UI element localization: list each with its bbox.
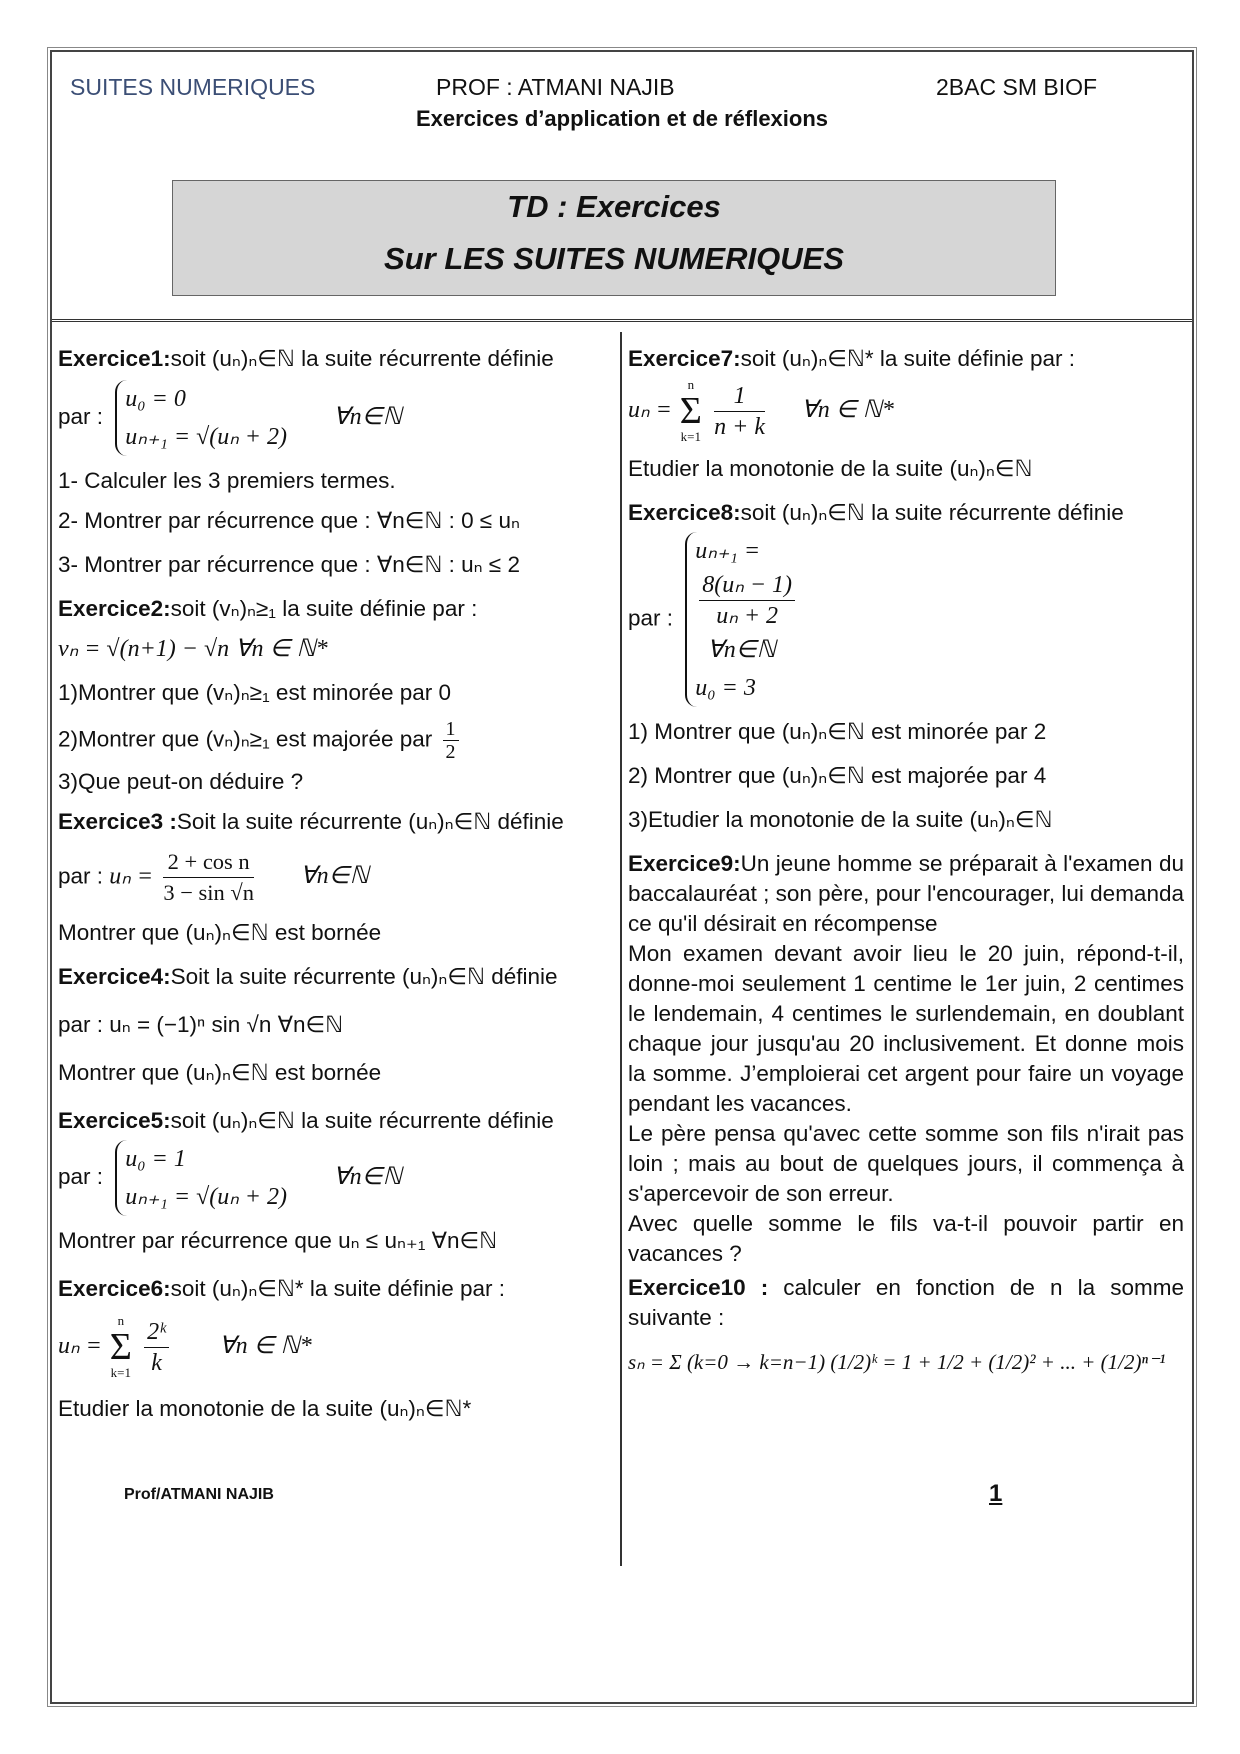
exercise-5-brace — [115, 1140, 287, 1216]
exercise-7-sum — [680, 378, 702, 444]
exercise-9-p3: Le père pensa qu'avec cette somme son fils n'irait pas loin ; mais au bout de quelques jours, il commença à s'apercevoir de son erreur. — [628, 1121, 1184, 1206]
exercise-1-brace — [115, 380, 287, 456]
header-teacher: PROF : ATMANI NAJIB — [436, 74, 675, 100]
exercise-3-text: Soit la suite récurrente (uₙ)ₙ∈ℕ définie — [176, 809, 564, 834]
exercise-8-q2: 2) Montrer que (uₙ)ₙ∈ℕ est majorée par 4 — [628, 763, 1047, 788]
exercise-6-label: Exercice6: — [58, 1276, 171, 1301]
header — [52, 52, 1192, 322]
exercise-6-den: k — [151, 1349, 162, 1376]
exercise-4-heading — [58, 962, 608, 992]
exercise-6-fraction — [144, 1317, 169, 1378]
exercise-3-fraction — [163, 847, 254, 908]
exercise-9-label: Exercice9: — [628, 851, 741, 876]
sigma-icon: Σ — [109, 1326, 132, 1368]
exercise-1-label: Exercice1: — [58, 346, 171, 371]
right-column — [628, 334, 1184, 1377]
exercise-6-question: Etudier la monotonie de la suite (uₙ)ₙ∈ℕ* — [58, 1396, 472, 1421]
exercise-2-q2-text: 2)Montrer que (vₙ)ₙ≥₁ est majorée par — [58, 726, 433, 752]
exercise-3-label: Exercice3 : — [58, 809, 177, 834]
exercise-6-text: soit (uₙ)ₙ∈ℕ* la suite définie par : — [170, 1276, 506, 1301]
exercise-1-q1: 1- Calculer les 3 premiers termes. — [58, 468, 396, 493]
exercise-6-sum-bottom: k=1 — [110, 1365, 131, 1380]
exercise-1-heading — [58, 344, 608, 374]
exercise-8-label: Exercice8: — [628, 500, 741, 525]
exercise-5-label: Exercice5: — [58, 1108, 171, 1133]
exercise-5-system — [58, 1140, 608, 1216]
exercise-7-forall: ∀n ∈ ℕ* — [801, 396, 894, 423]
exercise-7-lhs: uₙ = — [628, 396, 678, 423]
exercise-7-text: soit (uₙ)ₙ∈ℕ* la suite définie par : — [740, 346, 1076, 371]
exercise-1-text: soit (uₙ)ₙ∈ℕ la suite récurrente définie — [170, 346, 554, 371]
exercise-6-definition — [58, 1314, 608, 1380]
exercise-8-den: uₙ + 2 — [716, 603, 779, 629]
header-subject: SUITES NUMERIQUES — [70, 74, 316, 100]
exercise-1-par: par : — [58, 403, 104, 429]
exercise-1-eq-2: uₙ₊₁ = √(uₙ + 2) — [125, 424, 287, 450]
page-number: 1 — [989, 1480, 1003, 1507]
footer-author: Prof/ATMANI NAJIB — [124, 1486, 274, 1503]
exercise-4-definition: par : uₙ = (−1)ⁿ sin √n ∀n∈ℕ — [58, 1012, 344, 1037]
exercise-2-heading — [58, 594, 608, 624]
exercise-1-system — [58, 380, 608, 456]
exercise-6-forall: ∀n ∈ ℕ* — [219, 1332, 312, 1359]
exercise-7-sum-bottom: k=1 — [680, 429, 701, 444]
exercise-2-fraction — [443, 718, 459, 763]
exercise-2-fraction-num: 1 — [443, 718, 459, 741]
exercise-1-q3: 3- Montrer par récurrence que : ∀n∈ℕ : uₙ ≤ 2 — [58, 552, 521, 577]
exercise-1-eq-1: u₀ = 0 — [125, 386, 186, 412]
exercise-1-forall: ∀n∈ℕ — [333, 403, 402, 430]
exercise-7-den: n + k — [714, 413, 766, 440]
exercise-8-text: soit (uₙ)ₙ∈ℕ la suite récurrente définie — [740, 500, 1124, 525]
exercise-3-forall: ∀n∈ℕ — [300, 863, 369, 890]
exercise-5-text: soit (uₙ)ₙ∈ℕ la suite récurrente définie — [170, 1108, 554, 1133]
exercise-2-q3: 3)Que peut-on déduire ? — [58, 769, 304, 794]
exercise-7-heading — [628, 344, 1184, 374]
header-subtitle: Exercices d’application et de réflexions — [415, 106, 829, 131]
exercise-6-lhs: uₙ = — [58, 1332, 108, 1359]
exercise-2-label: Exercice2: — [58, 596, 171, 621]
exercise-7-definition — [628, 378, 1184, 444]
exercise-8-lhs: uₙ₊₁ = — [695, 538, 761, 564]
left-column — [58, 334, 608, 1424]
exercise-4-text: Soit la suite récurrente (uₙ)ₙ∈ℕ définie — [170, 964, 558, 989]
exercise-4-question: Montrer que (uₙ)ₙ∈ℕ est bornée — [58, 1060, 382, 1085]
exercise-9-p1: Un jeune homme se préparait à l'examen du baccalauréat ; son père, pour l'encourager, lui demanda ce qu'il désirait en récompense — [628, 851, 1184, 936]
header-level: 2BAC SM BIOF — [936, 74, 1098, 100]
exercise-3-par: par : — [58, 863, 104, 889]
column-divider — [620, 332, 622, 1566]
exercise-10-text: calculer en fonction de n la somme suivante : — [628, 1275, 1184, 1330]
exercise-5-forall: ∀n∈ℕ — [333, 1163, 402, 1190]
page-frame — [50, 50, 1194, 1704]
exercise-3-question: Montrer que (uₙ)ₙ∈ℕ est bornée — [58, 920, 382, 945]
exercise-2-text: soit (vₙ)ₙ≥₁ la suite définie par : — [170, 596, 478, 621]
exercise-6-sum — [110, 1314, 132, 1380]
exercise-8-fraction — [699, 570, 795, 631]
exercise-5-heading — [58, 1106, 608, 1136]
exercise-2-q2 — [58, 718, 608, 763]
exercise-5-eq-2: uₙ₊₁ = √(uₙ + 2) — [125, 1184, 287, 1210]
exercise-4-label: Exercice4: — [58, 964, 171, 989]
exercise-5-par: par : — [58, 1163, 104, 1189]
exercise-7-fraction — [714, 381, 765, 442]
exercise-8-heading — [628, 498, 1184, 528]
exercise-9-p2: Mon examen devant avoir lieu le 20 juin, répond-t-il, donne-moi seulement 1 centime le 1er juin, 2 centimes le lendemain, 4 centimes le surlendemain, en doublant chaque jour jusqu'au 20 inclusivement. Et donne mois la somme. J’emploierai cet argent pour faire un voyage pendant les vacances. — [628, 941, 1184, 1116]
exercise-8-q1: 1) Montrer que (uₙ)ₙ∈ℕ est minorée par 2 — [628, 719, 1047, 744]
exercise-2-q1: 1)Montrer que (vₙ)ₙ≥₁ est minorée par 0 — [58, 680, 452, 705]
exercise-8-brace — [685, 532, 799, 707]
exercise-2-fraction-den: 2 — [445, 741, 456, 763]
exercise-3-lhs: uₙ = — [109, 863, 154, 890]
exercise-8-system — [628, 532, 1184, 707]
exercise-3-heading — [58, 807, 608, 837]
exercise-5-eq-1: u₀ = 1 — [125, 1146, 186, 1172]
exercise-10-label: Exercice10 : — [628, 1275, 769, 1300]
exercise-8-num: 8(uₙ − 1) — [699, 570, 795, 601]
exercise-7-label: Exercice7: — [628, 346, 741, 371]
title-box — [172, 180, 1056, 296]
title-line-1: TD : Exercices — [507, 189, 721, 224]
exercise-3-definition — [58, 847, 608, 908]
exercise-10-heading — [628, 1273, 1184, 1333]
exercise-1-q2: 2- Montrer par récurrence que : ∀n∈ℕ : 0 ≤ uₙ — [58, 508, 521, 533]
exercise-6-sum-top: n — [117, 1313, 125, 1328]
exercise-8-eq-1 — [695, 532, 799, 669]
exercise-9-p4: Avec quelle somme le fils va-t-il pouvoir partir en vacances ? — [628, 1211, 1184, 1266]
exercise-3-num: 2 + cos n — [163, 847, 254, 878]
exercise-2-definition: vₙ = √(n+1) − √n ∀n ∈ ℕ* — [58, 636, 328, 662]
exercise-8-par: par : — [628, 605, 674, 631]
exercise-10-formula: sₙ = Σ (k=0 → k=n−1) (1/2)ᵏ = 1 + 1/2 + (1/2)² + ... + (1/2)ⁿ⁻¹ — [628, 1350, 1166, 1374]
exercise-7-question: Etudier la monotonie de la suite (uₙ)ₙ∈ℕ — [628, 456, 1033, 481]
exercise-3-den: 3 − sin √n — [163, 880, 254, 905]
exercise-9-paragraph-1 — [628, 849, 1184, 939]
exercise-7-sum-top: n — [687, 377, 695, 392]
exercise-5-question: Montrer par récurrence que uₙ ≤ uₙ₊₁ ∀n∈ℕ — [58, 1228, 498, 1253]
sigma-icon: Σ — [679, 390, 702, 432]
exercise-6-num: 2ᵏ — [144, 1317, 169, 1348]
exercise-7-num: 1 — [714, 381, 765, 412]
title-line-2: Sur LES SUITES NUMERIQUES — [384, 241, 844, 276]
exercise-6-heading — [58, 1274, 608, 1304]
exercise-8-forall: ∀n∈ℕ — [707, 637, 776, 663]
exercise-8-eq-2: u₀ = 3 — [695, 675, 756, 701]
exercise-8-q3: 3)Etudier la monotonie de la suite (uₙ)ₙ∈ℕ — [628, 807, 1053, 832]
